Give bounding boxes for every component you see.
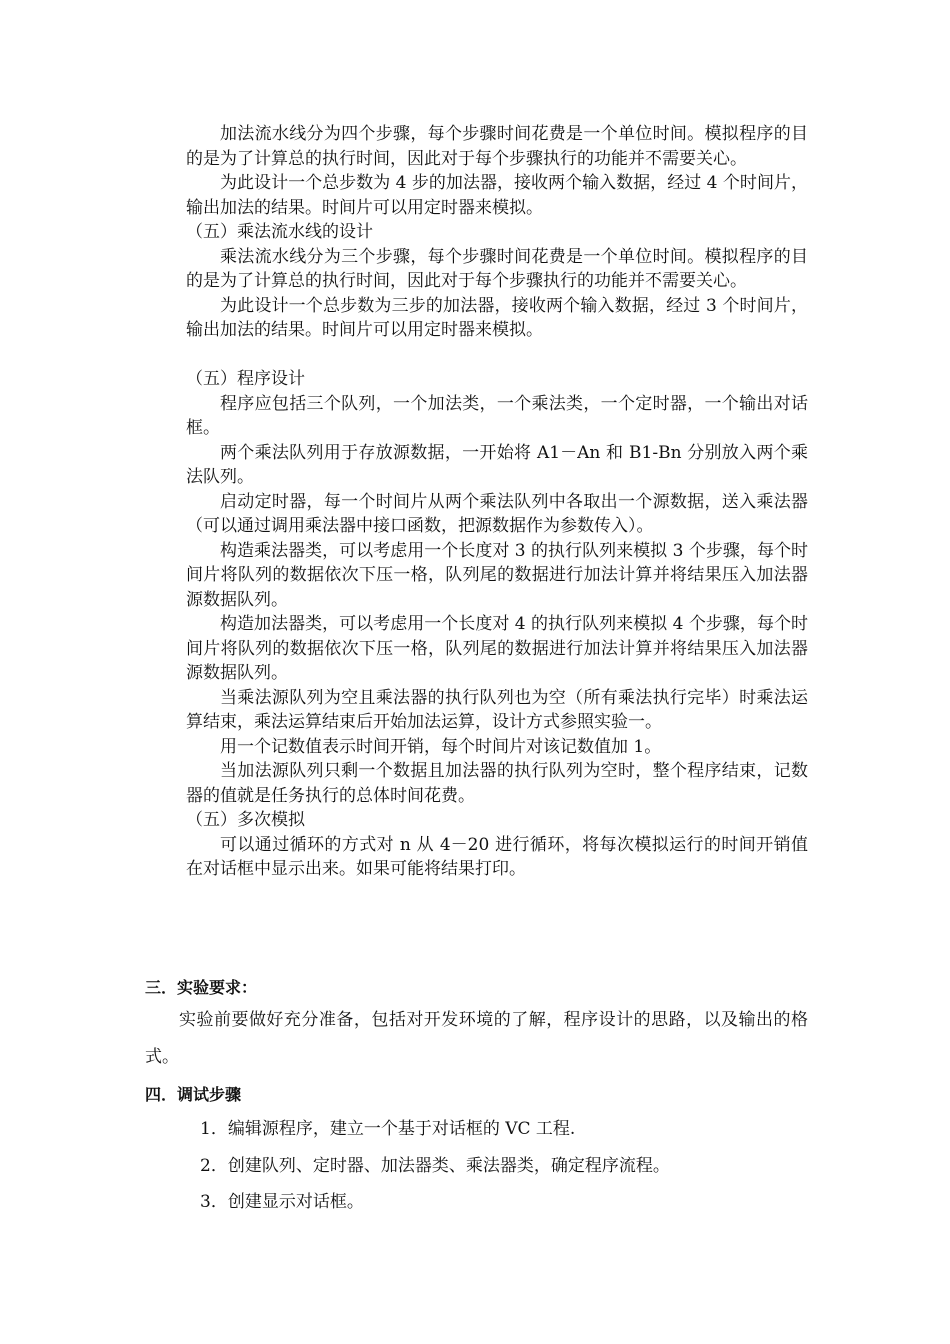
pipeline-text-block	[186, 122, 808, 882]
multiplier-heading: （五）乘法流水线的设计	[186, 222, 373, 242]
spacer	[186, 343, 808, 368]
requirements-title: 三．实验要求：	[145, 978, 258, 997]
multi-sim-paragraph: 可以通过循环的方式对 n 从 4－20 进行循环，将每次模拟运行的时间开销值在对话框中显示出来。如果可能将结果打印。	[186, 834, 808, 879]
program-paragraph: 当加法源队列只剩一个数据且加法器的执行队列为空时，整个程序结束，记数器的值就是任务执行的总体时间花费。	[186, 761, 808, 806]
program-paragraph: 构造加法器类，可以考虑用一个长度对 4 的执行队列来模拟 4 个步骤，每个时间片将队列的数据依次下压一格，队列尾的数据进行加法计算并将结果压入加法器源数据队列。	[186, 614, 808, 683]
program-paragraph: 启动定时器，每一个时间片从两个乘法队列中各取出一个源数据，送入乘法器（可以通过调用乘法器中接口函数，把源数据作为参数传入）。	[186, 491, 808, 536]
program-paragraph: 两个乘法队列用于存放源数据，一开始将 A1－An 和 B1-Bn 分别放入两个乘法队列。	[186, 442, 808, 487]
multiplier-paragraph-1: 乘法流水线分为三个步骤，每个步骤时间花费是一个单位时间。模拟程序的目的是为了计算总的执行时间，因此对于每个步骤执行的功能并不需要关心。	[186, 246, 808, 291]
requirements-text: 实验前要做好充分准备，包括对开发环境的了解，程序设计的思路，以及输出的格式。	[145, 1010, 808, 1067]
debug-steps-title: 四．调试步骤	[145, 1085, 242, 1104]
multiplier-paragraph-2: 为此设计一个总步数为三步的加法器，接收两个输入数据，经过 3 个时间片，输出加法的结果。时间片可以用定时器来模拟。	[186, 295, 808, 340]
debug-step-item: 1．编辑源程序，建立一个基于对话框的 VC 工程.	[200, 1119, 576, 1139]
program-paragraph: 当乘法源队列为空且乘法器的执行队列也为空（所有乘法执行完毕）时乘法运算结束，乘法运算结束后开始加法运算，设计方式参照实验一。	[186, 687, 808, 732]
adder-paragraph-1: 加法流水线分为四个步骤，每个步骤时间花费是一个单位时间。模拟程序的目的是为了计算总的执行时间，因此对于每个步骤执行的功能并不需要关心。	[186, 124, 808, 169]
adder-paragraph-2: 为此设计一个总步数为 4 步的加法器，接收两个输入数据，经过 4 个时间片，输出加法的结果。时间片可以用定时器来模拟。	[186, 173, 808, 218]
program-paragraph: 用一个记数值表示时间开销，每个时间片对该记数值加 1。	[220, 736, 662, 757]
debug-step-item: 2．创建队列、定时器、加法器类、乘法器类，确定程序流程。	[200, 1156, 670, 1176]
program-paragraph: 程序应包括三个队列，一个加法类，一个乘法类，一个定时器，一个输出对话框。	[186, 393, 808, 438]
multi-sim-heading: （五）多次模拟	[186, 810, 305, 830]
program-design-heading: （五）程序设计	[186, 369, 305, 389]
program-paragraph: 构造乘法器类，可以考虑用一个长度对 3 的执行队列来模拟 3 个步骤，每个时间片将队列的数据依次下压一格，队列尾的数据进行加法计算并将结果压入加法器源数据队列。	[186, 540, 808, 610]
debug-step-item: 3．创建显示对话框。	[200, 1192, 364, 1212]
